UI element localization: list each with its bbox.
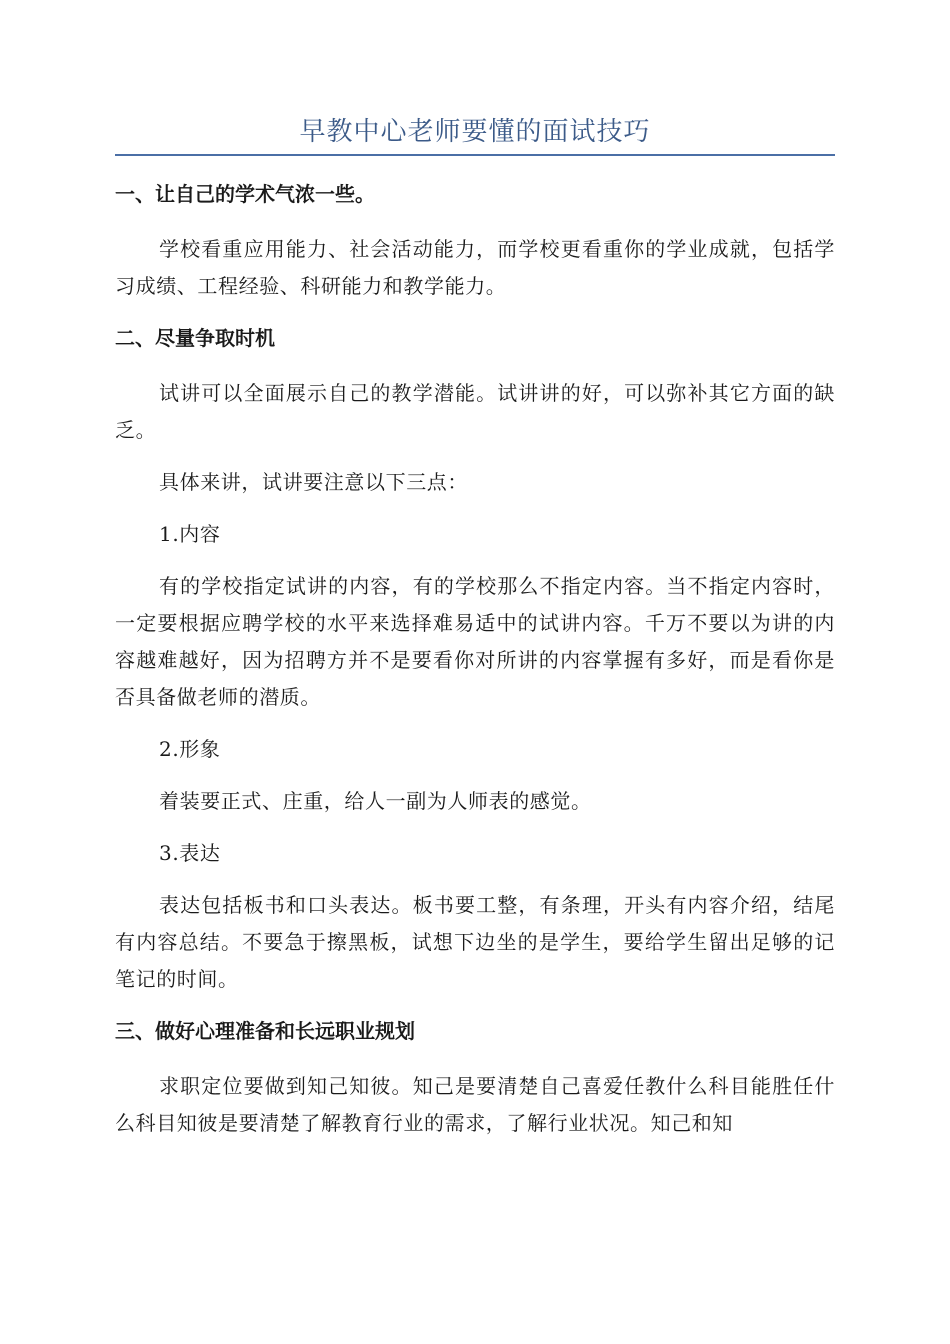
paragraph: 学校看重应用能力、社会活动能力，而学校更看重你的学业成就，包括学习成绩、工程经验、科研能力和教学能力。	[115, 237, 835, 298]
section-heading-2: 二、尽量争取时机	[115, 326, 275, 350]
document-title: 早教中心老师要懂的面试技巧	[299, 117, 651, 147]
paragraph: 有的学校指定试讲的内容，有的学校那么不指定内容。当不指定内容时，一定要根据应聘学校的水平来选择难易适中的试讲内容。千万不要以为讲的内容越难越好，因为招聘方并不是要看你对所讲的内容掌握有多好，而是看你是否具备做老师的潜质。	[115, 574, 835, 709]
paragraph: 具体来讲，试讲要注意以下三点：	[159, 470, 468, 494]
section-heading-3: 三、做好心理准备和长远职业规划	[115, 1019, 415, 1043]
paragraph: 着装要正式、庄重，给人一副为人师表的感觉。	[159, 789, 592, 813]
subheading-image: 2.形象	[159, 737, 221, 761]
subheading-expression: 3.表达	[159, 841, 221, 865]
paragraph: 求职定位要做到知己知彼。知己是要清楚自己喜爱任教什么科目能胜任什么科目知彼是要清楚了解教育行业的需求，了解行业状况。知己和知	[115, 1074, 835, 1135]
subheading-content: 1.内容	[159, 522, 221, 546]
paragraph: 表达包括板书和口头表达。板书要工整，有条理，开头有内容介绍，结尾有内容总结。不要急于擦黑板，试想下边坐的是学生，要给学生留出足够的记笔记的时间。	[115, 893, 835, 991]
title-block	[115, 112, 835, 152]
document-body	[115, 176, 835, 1157]
section-heading-1: 一、让自己的学术气浓一些。	[115, 182, 375, 206]
title-underline	[115, 154, 835, 156]
paragraph: 试讲可以全面展示自己的教学潜能。试讲讲的好，可以弥补其它方面的缺乏。	[115, 381, 835, 442]
